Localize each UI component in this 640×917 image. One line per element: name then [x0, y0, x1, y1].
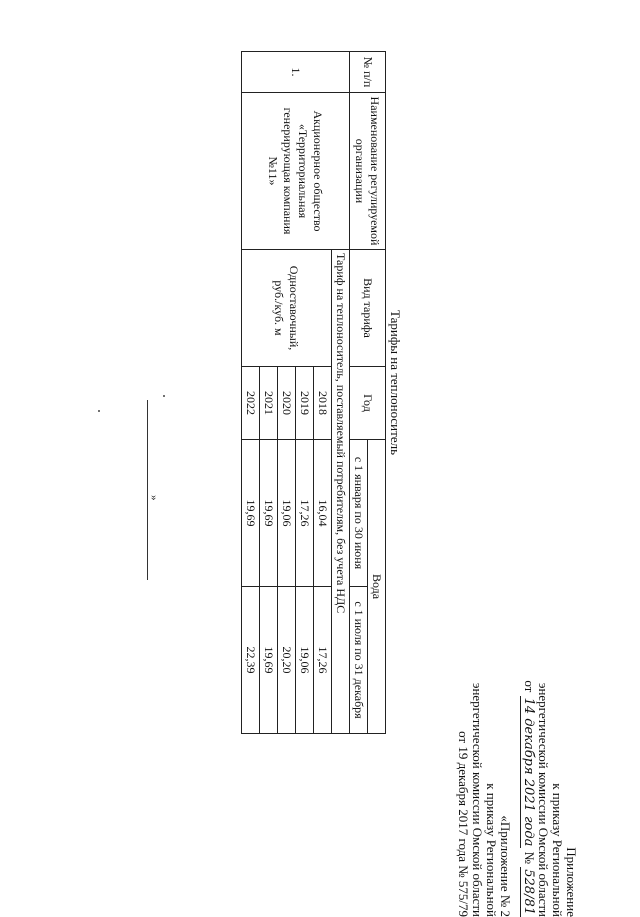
commission-line: энергетической комиссии Омской области	[536, 682, 551, 917]
second-half-value: 22,39	[242, 587, 260, 734]
first-half-value: 19,06	[278, 440, 296, 587]
first-half-value: 17,26	[296, 440, 314, 587]
second-half-value: 20,20	[278, 587, 296, 734]
prior-order-line: к приказу Региональной	[484, 783, 499, 917]
year-cell: 2019	[296, 367, 314, 440]
header-year: Год	[350, 367, 386, 440]
year-cell: 2018	[314, 367, 332, 440]
prior-appendix-label: «Приложение № 2	[498, 815, 513, 917]
year-cell: 2020	[278, 367, 296, 440]
scan-speck	[163, 395, 165, 397]
handwritten-number: 528/81	[521, 869, 536, 915]
prior-date-line: от 19 декабря 2017 года № 575/79	[456, 731, 471, 917]
number-prefix: №	[522, 851, 537, 864]
prior-commission-line: энергетической комиссии Омской области	[470, 682, 485, 917]
second-half-value: 19,69	[260, 587, 278, 734]
closing-underline	[147, 400, 148, 580]
handwritten-date: 14 декабря 2021 года	[521, 697, 536, 847]
closing-quote: »	[148, 495, 160, 501]
header-organization: Наименование регулируемой организации	[350, 93, 386, 250]
year-cell: 2022	[242, 367, 260, 440]
document-title: Тарифы на теплоноситель	[388, 310, 403, 455]
appendix-header	[520, 680, 578, 917]
organization-name: Акционерное общество «Территориальная генерирующая компания №11»	[242, 93, 350, 250]
first-half-value: 16,04	[314, 440, 332, 587]
scan-speck	[98, 410, 100, 412]
appendix-label: Приложение	[564, 847, 579, 917]
year-cell: 2021	[260, 367, 278, 440]
section-row	[332, 52, 350, 734]
second-half-value: 17,26	[314, 587, 332, 734]
header-first-half: с 1 января по 30 июня	[350, 440, 368, 587]
tariff-type: Одноставочный, руб./куб. м	[242, 250, 332, 367]
header-tariff-type: Вид тарифа	[350, 250, 386, 367]
date-prefix: от	[522, 680, 537, 693]
header-number: № п/п	[350, 52, 386, 93]
second-half-value: 19,06	[296, 587, 314, 734]
row-number: 1.	[242, 52, 350, 93]
tariff-table	[241, 51, 386, 734]
first-half-value: 19,69	[242, 440, 260, 587]
header-second-half: с 1 июля по 31 декабря	[350, 587, 368, 734]
section-title: Тариф на теплоноситель, поставляемый потребителям, без учета НДС	[332, 250, 350, 734]
prior-appendix-header	[456, 683, 512, 917]
table-header-row	[368, 52, 386, 734]
first-half-value: 19,69	[260, 440, 278, 587]
order-date-line	[520, 680, 536, 917]
header-water: Вода	[368, 440, 386, 734]
order-line: к приказу Региональной	[550, 783, 565, 917]
